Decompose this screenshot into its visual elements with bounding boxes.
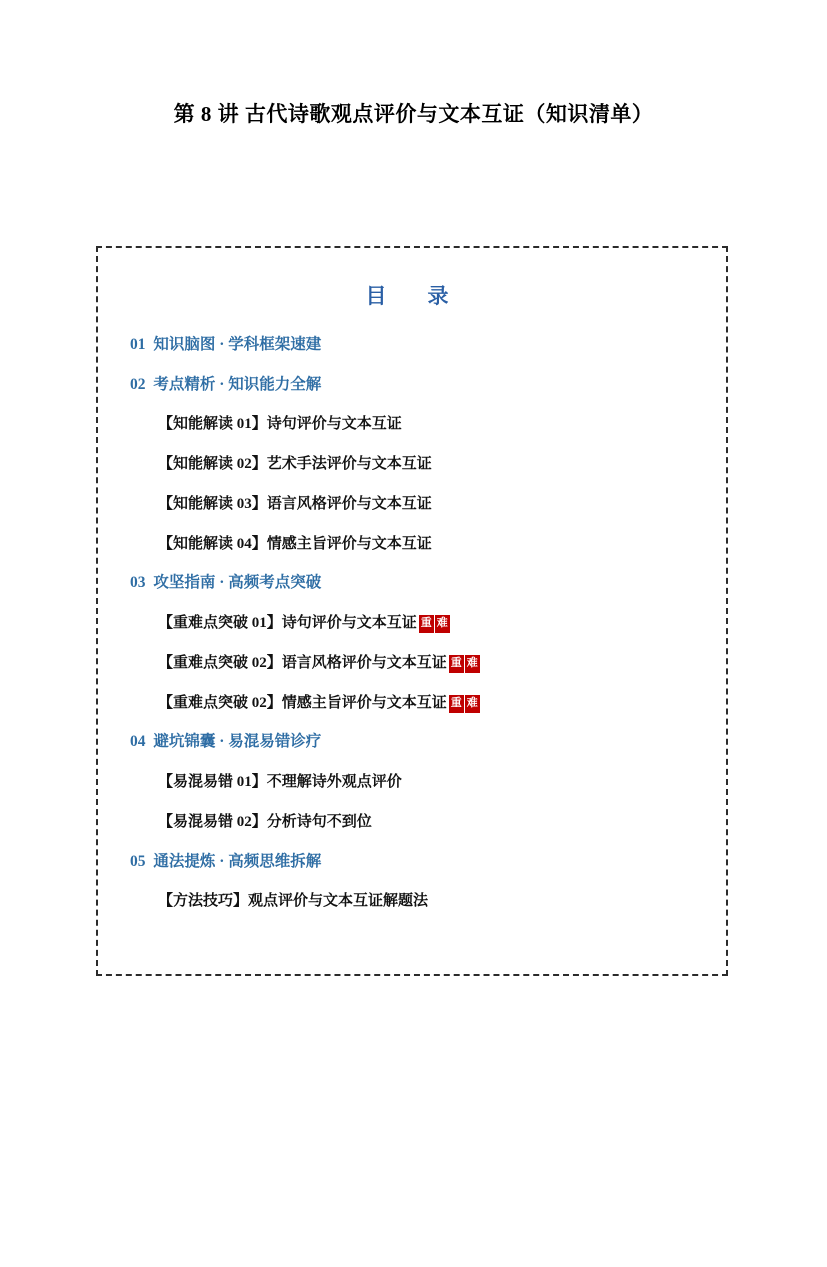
badge-char-1: 重 — [448, 694, 464, 714]
toc-item[interactable] — [158, 606, 700, 642]
document-page — [0, 98, 827, 1267]
badge-char-1: 重 — [418, 614, 434, 634]
section-number: 04 — [130, 733, 146, 751]
section-title: 考点精析 · 知识能力全解 — [153, 375, 322, 393]
toc-section-01[interactable] — [130, 328, 700, 362]
toc-item-label: 【重难点突破 02】语言风格评价与文本互证 — [158, 654, 447, 671]
toc-section-03[interactable] — [130, 566, 700, 600]
badge-char-1: 重 — [448, 654, 464, 674]
section-number: 01 — [130, 336, 146, 353]
toc-item[interactable] — [158, 646, 700, 682]
toc-item[interactable]: 【知能解读 03】语言风格评价与文本互证 — [158, 495, 432, 512]
section-number: 03 — [130, 574, 146, 592]
toc-section-04[interactable] — [130, 725, 700, 759]
toc-item[interactable]: 【易混易错 02】分析诗句不到位 — [158, 813, 372, 830]
badge-char-2: 难 — [464, 654, 481, 674]
badge-char-2: 难 — [464, 694, 481, 714]
toc-item[interactable]: 【知能解读 02】艺术手法评价与文本互证 — [158, 456, 432, 473]
section-number: 05 — [130, 852, 146, 870]
toc-item[interactable]: 【知能解读 01】诗句评价与文本互证 — [158, 416, 402, 433]
difficulty-badge — [448, 694, 481, 714]
toc-item-label: 【重难点突破 01】诗句评价与文本互证 — [158, 615, 417, 632]
badge-char-2: 难 — [434, 614, 451, 634]
toc-section-02[interactable] — [130, 368, 700, 402]
toc-item[interactable] — [158, 686, 700, 722]
toc-item[interactable]: 【方法技巧】观点评价与文本互证解题法 — [158, 893, 429, 910]
section-title: 通法提炼 · 高频思维拆解 — [153, 852, 322, 870]
toc-item[interactable]: 【易混易错 01】不理解诗外观点评价 — [158, 774, 402, 790]
toc-item[interactable]: 【知能解读 04】情感主旨评价与文本互证 — [158, 535, 432, 552]
difficulty-badge — [418, 614, 451, 634]
toc-heading: 目 录 — [365, 284, 459, 308]
table-of-contents-box — [96, 246, 728, 976]
section-title: 知识脑图 · 学科框架速建 — [153, 336, 322, 353]
section-number: 02 — [130, 375, 146, 393]
section-title: 避坑锦囊 · 易混易错诊疗 — [153, 733, 322, 751]
difficulty-badge — [448, 654, 481, 674]
toc-item-label: 【重难点突破 02】情感主旨评价与文本互证 — [158, 694, 447, 711]
toc-section-05[interactable] — [130, 845, 700, 879]
section-title: 攻坚指南 · 高频考点突破 — [153, 574, 322, 592]
page-title: 第 8 讲 古代诗歌观点评价与文本互证（知识清单） — [173, 102, 654, 126]
